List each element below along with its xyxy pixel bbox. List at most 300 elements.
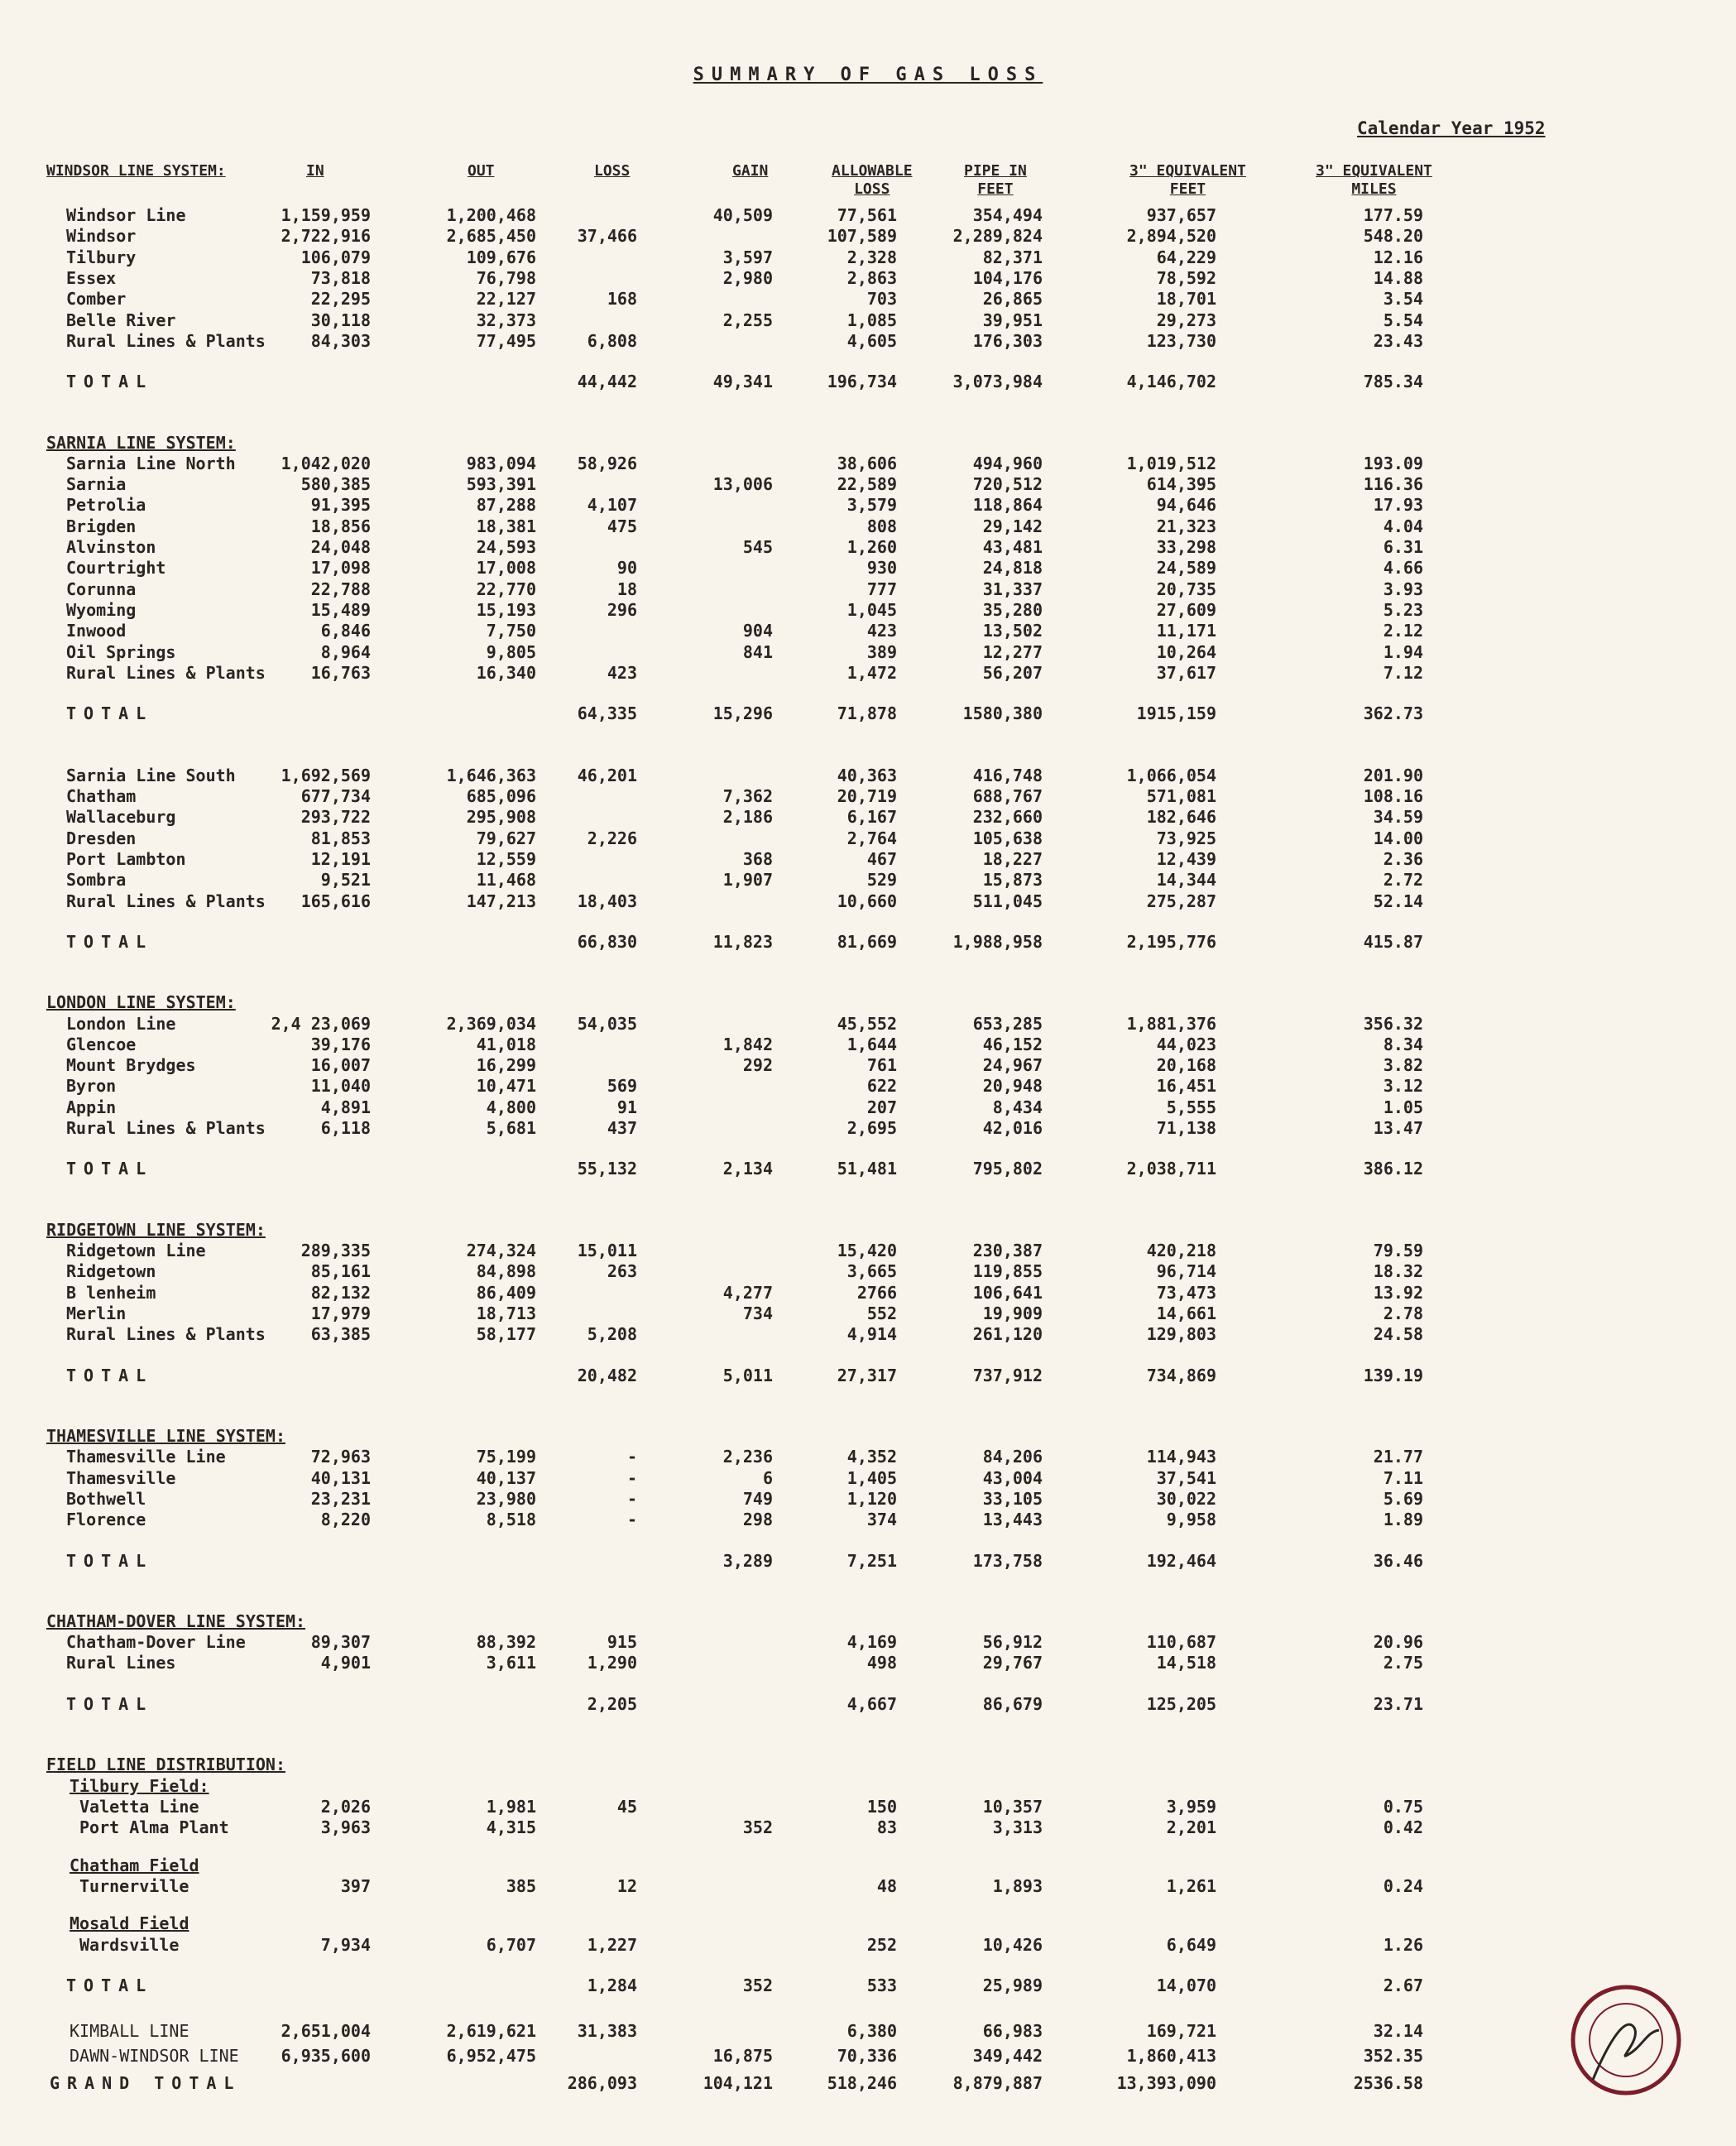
row-label: Sarnia (66, 474, 127, 495)
cell-feet: 73,925 (1156, 828, 1216, 848)
cell-out: 11,468 (476, 870, 536, 891)
cell-miles: 116.36 (1363, 474, 1423, 495)
cell-loss: 12 (616, 1875, 637, 1896)
row-label: Brigden (66, 516, 137, 536)
cell-pipe: 43,481 (982, 537, 1043, 557)
cell-pipe: 20,948 (982, 1076, 1043, 1097)
row-label: GRAND TOTAL (50, 2072, 242, 2093)
cell-miles: 4.04 (1383, 516, 1423, 536)
cell-out: 274,324 (466, 1241, 536, 1261)
cell-gain: 2,134 (722, 1159, 773, 1179)
cell-out: 6,952,475 (446, 2045, 536, 2066)
cell-pipe: 1580,380 (962, 703, 1043, 724)
cell-loss: 263 (607, 1261, 637, 1282)
cell-allow: 2766 (856, 1282, 897, 1303)
cell-out: 1,981 (486, 1796, 536, 1817)
cell-out: 22,770 (476, 579, 536, 599)
cell-out: 84,898 (476, 1261, 536, 1282)
cell-in: 4,891 (320, 1097, 371, 1117)
cell-in: 16,763 (310, 662, 371, 683)
row-label: Courtright (66, 558, 166, 579)
cell-pipe: 2,289,824 (952, 226, 1043, 247)
cell-loss: 296 (607, 599, 637, 620)
cell-miles: 362.73 (1363, 703, 1423, 724)
cell-miles: 2.36 (1383, 848, 1423, 869)
cell-pipe: 39,951 (982, 310, 1043, 330)
cell-gain: 4,277 (722, 1282, 773, 1303)
row-label: Tilbury (66, 247, 137, 267)
cell-in: 73,818 (310, 267, 371, 288)
row-label: Appin (66, 1097, 117, 1117)
cell-loss: 286,093 (567, 2072, 637, 2093)
row-label: Byron (66, 1076, 117, 1097)
cell-feet: 123,730 (1146, 330, 1216, 351)
cell-in: 17,098 (310, 558, 371, 579)
cell-allow: 1,045 (846, 599, 897, 620)
cell-feet: 29,273 (1156, 310, 1216, 330)
cell-out: 9,805 (486, 641, 536, 662)
cell-pipe: 56,207 (982, 662, 1043, 683)
table-row (0, 268, 1736, 290)
cell-pipe: 18,227 (982, 848, 1043, 869)
cell-miles: 108.16 (1363, 786, 1423, 807)
cell-out: 109,676 (466, 247, 536, 267)
cell-miles: 139.19 (1363, 1365, 1423, 1385)
department-stamp (1568, 1982, 1684, 2098)
section-heading (0, 433, 1736, 454)
cell-allow: 533 (866, 1976, 897, 1996)
cell-allow: 3,579 (846, 495, 897, 516)
cell-feet: 96,714 (1156, 1261, 1216, 1282)
cell-gain: 3,597 (722, 247, 773, 267)
table-row (0, 1118, 1736, 1140)
row-label: Thamesville (66, 1467, 176, 1488)
cell-loss: - (626, 1447, 637, 1467)
cell-gain: 3,289 (722, 1550, 773, 1571)
cell-in: 15,489 (310, 599, 371, 620)
cell-pipe: 10,357 (982, 1796, 1043, 1817)
table-row (0, 1510, 1736, 1531)
col-header-eq-miles: 3" EQUIVALENT MILES (1316, 162, 1432, 198)
cell-loss: 45 (616, 1796, 637, 1817)
cell-in: 63,385 (310, 1324, 371, 1345)
row-label: Rural Lines & Plants (66, 1118, 266, 1139)
row-label: Chatham (66, 786, 137, 807)
cell-miles: 14.88 (1373, 267, 1423, 288)
cell-pipe: 511,045 (972, 891, 1043, 911)
cell-allow: 930 (866, 558, 897, 579)
cell-gain: 11,823 (712, 931, 773, 952)
cell-pipe: 84,206 (982, 1447, 1043, 1467)
cell-gain: 7,362 (722, 786, 773, 807)
cell-out: 75,199 (476, 1447, 536, 1467)
cell-gain: 49,341 (712, 372, 773, 392)
calendar-year: Calendar Year 1952 (1357, 118, 1546, 138)
cell-feet: 129,803 (1146, 1324, 1216, 1345)
cell-in: 6,935,600 (281, 2045, 371, 2066)
cell-allow: 48 (876, 1875, 897, 1896)
row-label: Comber (66, 289, 127, 310)
cell-feet: 11,171 (1156, 621, 1216, 641)
cell-allow: 4,169 (846, 1632, 897, 1653)
cell-pipe: 29,142 (982, 516, 1043, 536)
cell-out: 2,369,034 (446, 1013, 536, 1034)
table-row (0, 1076, 1736, 1097)
cell-pipe: 8,879,887 (952, 2072, 1043, 2093)
cell-miles: 1.89 (1383, 1510, 1423, 1530)
cell-out: 3,611 (486, 1653, 536, 1673)
cell-pipe: 86,679 (982, 1693, 1043, 1714)
cell-pipe: 720,512 (972, 474, 1043, 495)
cell-allow: 3,665 (846, 1261, 897, 1282)
cell-feet: 18,701 (1156, 289, 1216, 310)
cell-miles: 0.42 (1383, 1817, 1423, 1838)
row-label: Tilbury Field: (70, 1775, 209, 1796)
col-header-allowable: ALLOWABLE LOSS (832, 162, 913, 198)
table-row (0, 1797, 1736, 1818)
row-label: Ridgetown (66, 1261, 156, 1282)
row-label: TOTAL (66, 703, 154, 724)
cell-miles: 13.47 (1373, 1118, 1423, 1139)
cell-allow: 1,644 (846, 1034, 897, 1054)
cell-miles: 17.93 (1373, 495, 1423, 516)
row-label: Essex (66, 267, 117, 288)
cell-in: 6,846 (320, 621, 371, 641)
cell-feet: 20,735 (1156, 579, 1216, 599)
cell-gain: 545 (742, 537, 773, 557)
cell-out: 1,646,363 (446, 765, 536, 785)
cell-loss: - (626, 1488, 637, 1509)
cell-in: 7,934 (320, 1934, 371, 1955)
table-row (0, 558, 1736, 579)
subsection-heading (0, 1913, 1736, 1935)
cell-in: 8,964 (320, 641, 371, 662)
cell-pipe: 43,004 (982, 1467, 1043, 1488)
cell-allow: 529 (866, 870, 897, 891)
cell-out: 76,798 (476, 267, 536, 288)
cell-loss: 31,383 (577, 2020, 637, 2041)
cell-allow: 4,352 (846, 1447, 897, 1467)
table-row (0, 454, 1736, 475)
cell-allow: 77,561 (837, 205, 897, 225)
cell-allow: 51,481 (837, 1159, 897, 1179)
cell-out: 1,200,468 (446, 205, 536, 225)
cell-out: 16,340 (476, 662, 536, 683)
cell-gain: 841 (742, 641, 773, 662)
col-header-in: IN (306, 162, 324, 180)
cell-pipe: 3,073,984 (952, 372, 1043, 392)
table-row (0, 1653, 1736, 1674)
cell-feet: 10,264 (1156, 641, 1216, 662)
row-label: Merlin (66, 1303, 127, 1323)
cell-out: 10,471 (476, 1076, 536, 1097)
cell-out: 8,518 (486, 1510, 536, 1530)
cell-miles: 2.12 (1383, 621, 1423, 641)
cell-pipe: 19,909 (982, 1303, 1043, 1323)
cell-pipe: 13,443 (982, 1510, 1043, 1530)
cell-feet: 14,661 (1156, 1303, 1216, 1323)
cell-in: 82,132 (310, 1282, 371, 1303)
cell-feet: 14,070 (1156, 1976, 1216, 1996)
total-row (0, 932, 1736, 953)
cell-loss: 437 (607, 1118, 637, 1139)
row-label: Bothwell (66, 1488, 146, 1509)
cell-out: 15,193 (476, 599, 536, 620)
row-label: RIDGETOWN LINE SYSTEM: (46, 1219, 266, 1240)
cell-pipe: 10,426 (982, 1934, 1043, 1955)
cell-allow: 808 (866, 516, 897, 536)
cell-allow: 1,260 (846, 537, 897, 557)
cell-loss: 90 (616, 558, 637, 579)
cell-loss: - (626, 1510, 637, 1530)
cell-allow: 622 (866, 1076, 897, 1097)
cell-feet: 14,518 (1156, 1653, 1216, 1673)
row-label: Turnerville (79, 1875, 189, 1896)
table-row (0, 663, 1736, 684)
table-row (0, 807, 1736, 828)
table-row (0, 849, 1736, 871)
row-label: Port Alma Plant (79, 1817, 229, 1838)
cell-out: 2,685,450 (446, 226, 536, 247)
cell-in: 24,048 (310, 537, 371, 557)
cell-feet: 16,451 (1156, 1076, 1216, 1097)
total-row (0, 1366, 1736, 1387)
row-label: LONDON LINE SYSTEM: (46, 992, 236, 1013)
cell-feet: 27,609 (1156, 599, 1216, 620)
cell-feet: 169,721 (1146, 2020, 1216, 2041)
cell-out: 16,299 (476, 1055, 536, 1076)
cell-miles: 23.71 (1373, 1693, 1423, 1714)
cell-out: 86,409 (476, 1282, 536, 1303)
cell-in: 91,395 (310, 495, 371, 516)
row-label: CHATHAM-DOVER LINE SYSTEM: (46, 1611, 306, 1631)
cell-miles: 177.59 (1363, 205, 1423, 225)
cell-miles: 2.78 (1383, 1303, 1423, 1323)
total-row (0, 1976, 1736, 1997)
cell-in: 1,692,569 (281, 765, 371, 785)
row-label: Rural Lines & Plants (66, 662, 266, 683)
cell-gain: 734 (742, 1303, 773, 1323)
cell-feet: 192,464 (1146, 1550, 1216, 1571)
cell-loss: - (626, 1467, 637, 1488)
table-row (0, 310, 1736, 332)
row-label: Rural Lines & Plants (66, 891, 266, 911)
cell-feet: 114,943 (1146, 1447, 1216, 1467)
cell-gain: 104,121 (703, 2072, 773, 2093)
cell-allow: 10,660 (837, 891, 897, 911)
total-row (0, 703, 1736, 725)
cell-miles: 2.75 (1383, 1653, 1423, 1673)
row-label: Valetta Line (79, 1796, 199, 1817)
cell-gain: 6 (762, 1467, 773, 1488)
table-row (0, 642, 1736, 664)
table-row (0, 1014, 1736, 1035)
cell-gain: 352 (742, 1976, 773, 1996)
cell-out: 22,127 (476, 289, 536, 310)
cell-miles: 415.87 (1363, 931, 1423, 952)
row-label: Rural Lines & Plants (66, 1324, 266, 1345)
cell-gain: 40,509 (712, 205, 773, 225)
cell-out: 58,177 (476, 1324, 536, 1345)
subsection-heading (0, 1776, 1736, 1798)
cell-miles: 21.77 (1373, 1447, 1423, 1467)
cell-feet: 571,081 (1146, 786, 1216, 807)
cell-miles: 1.05 (1383, 1097, 1423, 1117)
cell-allow: 777 (866, 579, 897, 599)
row-label: Chatham-Dover Line (66, 1632, 246, 1653)
cell-loss: 475 (607, 516, 637, 536)
cell-in: 165,616 (300, 891, 371, 911)
total-row (0, 1159, 1736, 1180)
cell-allow: 45,552 (837, 1013, 897, 1034)
cell-out: 295,908 (466, 807, 536, 828)
cell-miles: 3.93 (1383, 579, 1423, 599)
total-row (0, 372, 1736, 393)
row-label: B lenheim (66, 1282, 156, 1303)
cell-loss: 18,403 (577, 891, 637, 911)
cell-allow: 196,734 (827, 372, 897, 392)
cell-feet: 14,344 (1156, 870, 1216, 891)
cell-in: 72,963 (310, 1447, 371, 1467)
cell-in: 9,521 (320, 870, 371, 891)
cell-miles: 5.23 (1383, 599, 1423, 620)
row-label: Belle River (66, 310, 176, 330)
cell-out: 32,373 (476, 310, 536, 330)
cell-out: 88,392 (476, 1632, 536, 1653)
cell-pipe: 795,802 (972, 1159, 1043, 1179)
cell-feet: 1,881,376 (1126, 1013, 1216, 1034)
cell-pipe: 1,893 (992, 1875, 1043, 1896)
section-heading (0, 1611, 1736, 1633)
cell-feet: 110,687 (1146, 1632, 1216, 1653)
total-row (0, 1551, 1736, 1572)
cell-in: 84,303 (310, 330, 371, 351)
cell-allow: 761 (866, 1055, 897, 1076)
cell-feet: 1,860,413 (1126, 2045, 1216, 2066)
cell-pipe: 176,303 (972, 330, 1043, 351)
table-row (0, 1817, 1736, 1839)
cell-feet: 2,195,776 (1126, 931, 1216, 952)
cell-pipe: 1,988,958 (952, 931, 1043, 952)
section-heading (0, 1426, 1736, 1447)
cell-feet: 24,589 (1156, 558, 1216, 579)
cell-pipe: 230,387 (972, 1241, 1043, 1261)
cell-feet: 20,168 (1156, 1055, 1216, 1076)
cell-out: 87,288 (476, 495, 536, 516)
table-row (0, 289, 1736, 310)
cell-allow: 518,246 (827, 2072, 897, 2093)
cell-gain: 1,842 (722, 1034, 773, 1054)
cell-out: 385 (506, 1875, 536, 1896)
col-header-loss: LOSS (594, 162, 631, 180)
table-row (0, 495, 1736, 516)
cell-in: 23,231 (310, 1488, 371, 1509)
col-header-eq-feet: 3" EQUIVALENT FEET (1129, 162, 1246, 198)
cell-miles: 1.94 (1383, 641, 1423, 662)
cell-pipe: 119,855 (972, 1261, 1043, 1282)
col-header-gain: GAIN (732, 162, 769, 180)
cell-in: 3,963 (320, 1817, 371, 1838)
cell-feet: 6,649 (1166, 1934, 1216, 1955)
table-row (0, 828, 1736, 850)
cell-loss: 1,284 (587, 1976, 637, 1996)
cell-feet: 30,022 (1156, 1488, 1216, 1509)
cell-pipe: 13,502 (982, 621, 1043, 641)
cell-miles: 32.14 (1373, 2020, 1423, 2041)
cell-miles: 7.12 (1383, 662, 1423, 683)
cell-gain: 13,006 (712, 474, 773, 495)
cell-pipe: 354,494 (972, 205, 1043, 225)
cell-in: 397 (340, 1875, 371, 1896)
cell-feet: 64,229 (1156, 247, 1216, 267)
cell-pipe: 82,371 (982, 247, 1043, 267)
cell-loss: 64,335 (577, 703, 637, 724)
row-label: KIMBALL LINE (70, 2020, 189, 2041)
cell-allow: 6,380 (846, 2020, 897, 2041)
cell-feet: 1,261 (1166, 1875, 1216, 1896)
cell-allow: 70,336 (837, 2045, 897, 2066)
cell-in: 30,118 (310, 310, 371, 330)
cell-pipe: 42,016 (982, 1118, 1043, 1139)
cell-allow: 423 (866, 621, 897, 641)
cell-miles: 2536.58 (1353, 2072, 1423, 2093)
cell-in: 1,042,020 (281, 453, 371, 473)
cell-in: 89,307 (310, 1632, 371, 1653)
cell-out: 40,137 (476, 1467, 536, 1488)
table-row (0, 1035, 1736, 1056)
table-row (0, 1489, 1736, 1510)
cell-gain: 2,255 (722, 310, 773, 330)
cell-miles: 386.12 (1363, 1159, 1423, 1179)
cell-feet: 12,439 (1156, 848, 1216, 869)
cell-miles: 52.14 (1373, 891, 1423, 911)
cell-loss: 15,011 (577, 1241, 637, 1261)
cell-allow: 207 (866, 1097, 897, 1117)
section-heading (0, 992, 1736, 1014)
cell-allow: 389 (866, 641, 897, 662)
cell-out: 7,750 (486, 621, 536, 641)
cell-pipe: 261,120 (972, 1324, 1043, 1345)
row-label: TOTAL (66, 1976, 154, 1996)
row-label: Ridgetown Line (66, 1241, 206, 1261)
cell-out: 79,627 (476, 828, 536, 848)
col-header-out: OUT (468, 162, 495, 180)
cell-allow: 2,328 (846, 247, 897, 267)
row-label: Alvinston (66, 537, 156, 557)
cell-allow: 467 (866, 848, 897, 869)
cell-allow: 4,914 (846, 1324, 897, 1345)
cell-feet: 734,869 (1146, 1365, 1216, 1385)
row-label: Sarnia Line South (66, 765, 236, 785)
table-row (0, 2046, 1736, 2067)
cell-allow: 4,667 (846, 1693, 897, 1714)
cell-allow: 1,472 (846, 662, 897, 683)
table-row (0, 786, 1736, 808)
table-row (0, 1876, 1736, 1898)
table-row (0, 516, 1736, 538)
cell-miles: 23.43 (1373, 330, 1423, 351)
cell-in: 11,040 (310, 1076, 371, 1097)
table-row (0, 331, 1736, 353)
cell-miles: 356.32 (1363, 1013, 1423, 1034)
cell-pipe: 494,960 (972, 453, 1043, 473)
cell-miles: 24.58 (1373, 1324, 1423, 1345)
cell-feet: 2,201 (1166, 1817, 1216, 1838)
cell-loss: 46,201 (577, 765, 637, 785)
cell-gain: 904 (742, 621, 773, 641)
cell-miles: 7.11 (1383, 1467, 1423, 1488)
cell-out: 685,096 (466, 786, 536, 807)
